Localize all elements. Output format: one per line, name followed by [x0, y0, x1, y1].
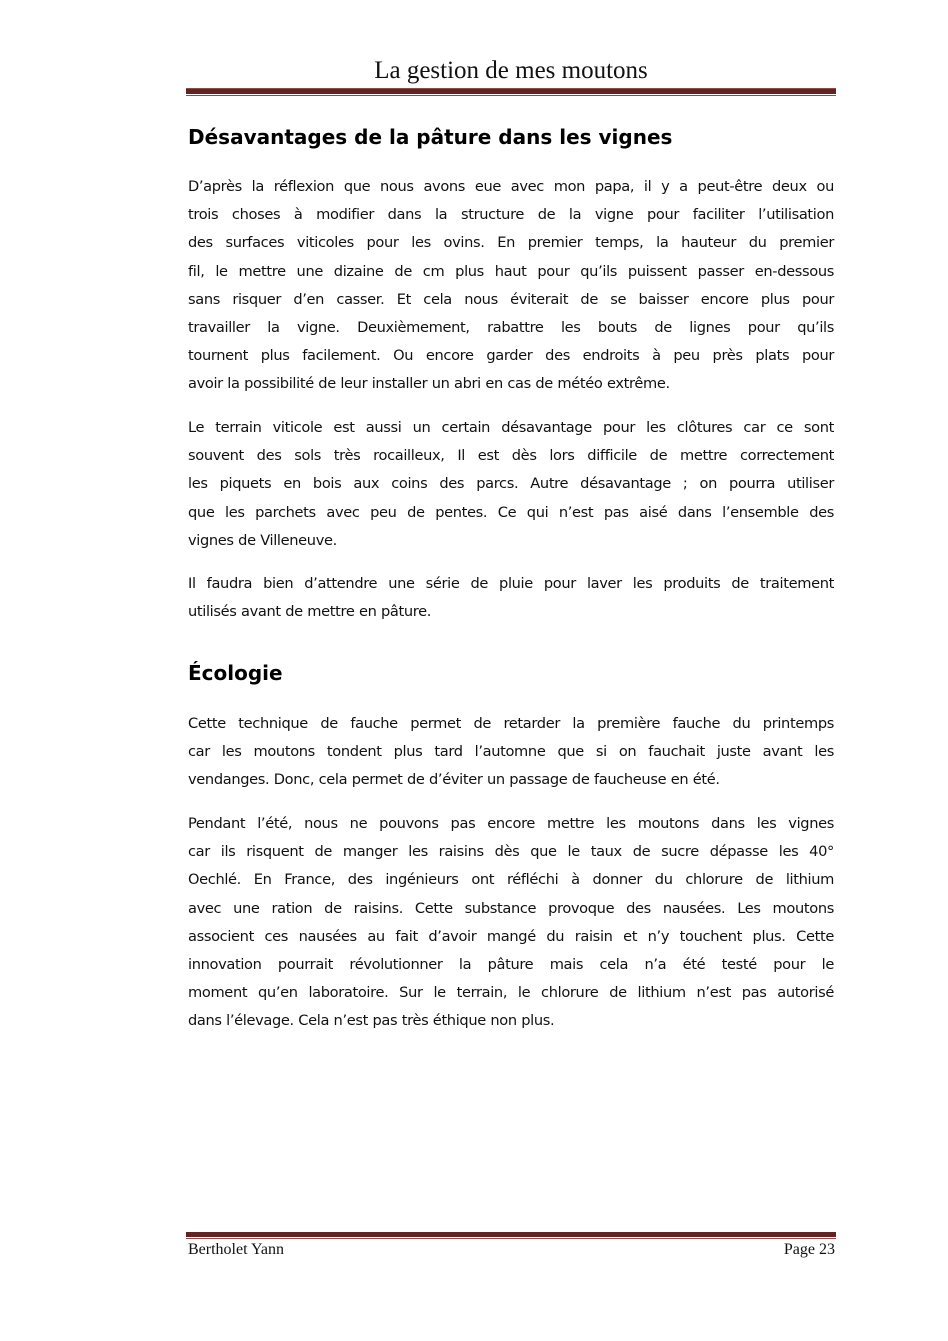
paragraph-line: utilisés avant de mettre en pâture.	[188, 603, 432, 621]
paragraph-line: Pendant l’été, nous ne pouvons pas encore mettre les moutons dans les vignes	[188, 815, 834, 832]
paragraph-line: Le terrain viticole est aussi un certain désavantage pour les clôtures car ce sont	[188, 419, 834, 436]
section-heading: Désavantages de la pâture dans les vignes	[188, 125, 673, 149]
paragraph-line: Oechlé. En France, des ingénieurs ont réfléchi à donner du chlorure de lithium	[188, 871, 834, 889]
paragraph-line: vendanges. Donc, cela permet de d’éviter un passage de faucheuse en été.	[188, 771, 720, 789]
paragraph-line: associent ces nausées au fait d’avoir mangé du raisin et n’y touchent plus. Cette	[188, 927, 834, 945]
paragraph-line: avec une ration de raisins. Cette substance provoque des nausées. Les moutons	[188, 899, 834, 917]
paragraph-line: Cette technique de fauche permet de retarder la première fauche du printemps	[188, 715, 834, 732]
section-heading: Écologie	[188, 661, 283, 685]
paragraph-line: trois choses à modifier dans la structure de la vigne pour faciliter l’utilisation	[188, 206, 834, 224]
paragraph-line: D’après la réflexion que nous avons eue avec mon papa, il y a peut-être deux ou	[188, 178, 834, 195]
running-header-title: La gestion de mes moutons	[374, 57, 648, 84]
footer-rule	[186, 1232, 836, 1239]
paragraph-line: des surfaces viticoles pour les ovins. En premier temps, la hauteur du premier	[188, 234, 834, 252]
paragraph	[188, 810, 834, 1036]
footer-page-number: Page 23	[783, 1241, 835, 1258]
paragraph-line: les piquets en bois aux coins des parcs. Autre désavantage ; on pourra utiliser	[188, 475, 834, 493]
paragraph-line: que les parchets avec peu de pentes. Ce qui n’est pas aisé dans l’ensemble des	[188, 503, 834, 521]
paragraph-line: vignes de Villeneuve.	[188, 531, 337, 549]
paragraph	[188, 710, 834, 795]
paragraph-line: fil, le mettre une dizaine de cm plus haut pour qu’ils puissent passer en-dessous	[188, 262, 834, 280]
paragraph-line: Il faudra bien d’attendre une série de pluie pour laver les produits de traitement	[188, 575, 834, 592]
paragraph-line: car ils risquent de manger les raisins dès que le taux de sucre dépasse les 40°	[188, 843, 834, 861]
paragraph	[188, 414, 834, 555]
paragraph-line: tournent plus facilement. Ou encore garder des endroits à peu près plats pour	[188, 347, 834, 365]
footer-author: Bertholet Yann	[188, 1241, 284, 1258]
paragraph-line: sans risquer d’en casser. Et cela nous éviterait de se baisser encore plus pour	[188, 290, 834, 308]
paragraph	[188, 570, 834, 626]
paragraph	[188, 173, 834, 399]
paragraph-line: avoir la possibilité de leur installer un abri en cas de météo extrême.	[188, 375, 670, 393]
paragraph-line: travailler la vigne. Deuxièmement, rabattre les bouts de lignes pour qu’ils	[188, 319, 834, 337]
header-rule	[186, 88, 836, 96]
paragraph-line: car les moutons tondent plus tard l’automne que si on fauchait juste avant les	[188, 743, 834, 761]
paragraph-line: moment qu’en laboratoire. Sur le terrain, le chlorure de lithium n’est pas autorisé	[188, 984, 834, 1002]
paragraph-line: dans l’élevage. Cela n’est pas très éthique non plus.	[188, 1012, 555, 1030]
paragraph-line: souvent des sols très rocailleux, Il est dès lors difficile de mettre correctement	[188, 447, 834, 465]
paragraph-line: innovation pourrait révolutionner la pâture mais cela n’a été testé pour le	[188, 956, 834, 974]
